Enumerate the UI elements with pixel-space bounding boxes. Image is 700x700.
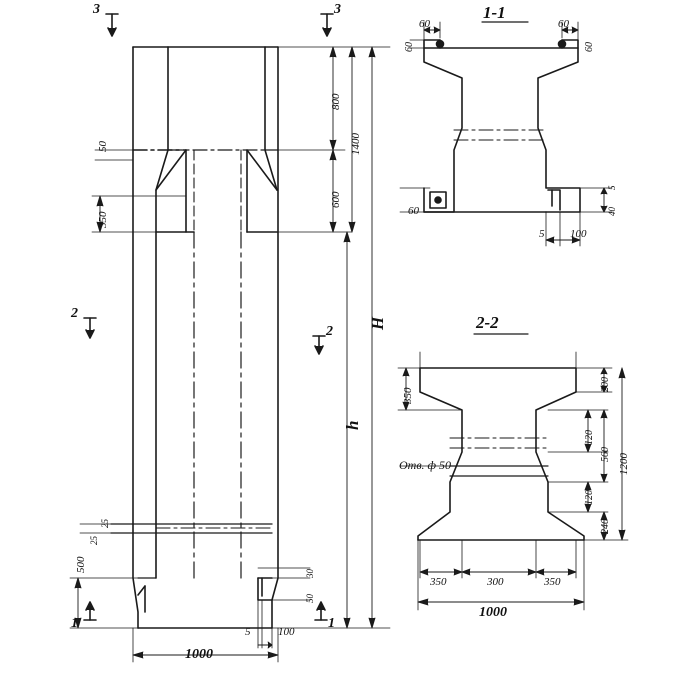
dim-500: 500 xyxy=(75,556,87,573)
dim-60-bottom: 60 xyxy=(408,205,419,217)
dim-60-top-right: 60 xyxy=(558,18,569,30)
dim-5-elev: 5 xyxy=(245,626,251,638)
dim-25b: 25 xyxy=(100,519,110,528)
dim-1200: 1200 xyxy=(618,453,630,475)
elev-notch-left-d xyxy=(138,586,145,595)
elev-right-outline xyxy=(272,47,278,628)
mark2l-arrow xyxy=(86,330,94,338)
elev-left-outline xyxy=(133,47,138,628)
dim-350-sec22: 350 xyxy=(402,387,414,404)
elev-head-right xyxy=(265,47,277,190)
mark3r-arrow xyxy=(323,28,331,36)
sec11-anchor-r xyxy=(559,41,566,48)
dim-25a: 25 xyxy=(89,536,99,545)
elev-bracket-right xyxy=(258,578,272,600)
dim-350-right: 350 xyxy=(544,576,561,588)
dim-800: 800 xyxy=(330,93,342,110)
mark-2-right: 2 xyxy=(326,324,333,339)
dim-120-a: 120 xyxy=(584,430,595,445)
dim-50-elev: 50 xyxy=(97,141,109,152)
dim-100-elev: 100 xyxy=(278,626,295,638)
dim-40-sec11: 40 xyxy=(607,207,617,216)
dim-h: h xyxy=(343,420,362,430)
dim-5-sec11-h: 5 xyxy=(539,228,545,240)
dim-350-left: 350 xyxy=(430,576,447,588)
mark2r-arrow xyxy=(315,346,323,354)
elev-chamfer-left xyxy=(156,150,186,190)
sec11-plate-r xyxy=(548,190,560,210)
mark-3-left: 3 xyxy=(93,2,100,17)
mark-2-left: 2 xyxy=(71,306,78,321)
dim-300: 300 xyxy=(487,576,504,588)
elev-head-left xyxy=(156,47,168,578)
mark-3-right: 3 xyxy=(334,2,341,17)
dim-5-sec11: 5 xyxy=(607,185,617,190)
dim-600: 600 xyxy=(330,191,342,208)
section-title-2-2: 2-2 xyxy=(476,313,499,332)
dim-40-elev: 50 xyxy=(305,594,315,603)
dim-200-sec22: 200 xyxy=(600,377,611,392)
mark-1-right: 1 xyxy=(328,616,335,631)
sec11-plate-hole xyxy=(435,197,441,203)
dim-H: H xyxy=(368,316,387,330)
note-hole-50: Отв. ф 50 xyxy=(399,458,452,472)
sec22-outline-right xyxy=(420,368,584,540)
dim-240: 240 xyxy=(600,519,611,534)
dim-60-right-v: 60 xyxy=(584,42,595,52)
mark3l-arrow xyxy=(108,28,116,36)
dim-120-b: 120 xyxy=(584,490,595,505)
section-title-1-1: 1-1 xyxy=(483,3,506,22)
dim-60-top-left: 60 xyxy=(419,18,430,30)
mark1l-arrow xyxy=(86,602,94,610)
dim-60-left-v: 60 xyxy=(404,42,415,52)
dim-560: 560 xyxy=(600,447,611,462)
dim-350-elev: 350 xyxy=(97,211,109,228)
elev-taper-a xyxy=(186,150,194,232)
dim-1000-sec22: 1000 xyxy=(479,605,507,620)
sec11-anchor-l xyxy=(437,41,444,48)
sec22-outline-left xyxy=(418,368,462,540)
dim-100-sec11: 100 xyxy=(570,228,587,240)
elev-chamfer-right xyxy=(247,150,277,190)
mark1r-arrow xyxy=(317,602,325,610)
dim-1000-elev: 1000 xyxy=(185,647,213,662)
mark-1-left: 1 xyxy=(71,616,78,631)
dim-1400: 1400 xyxy=(350,133,362,155)
dim-30: 30 xyxy=(305,569,315,578)
